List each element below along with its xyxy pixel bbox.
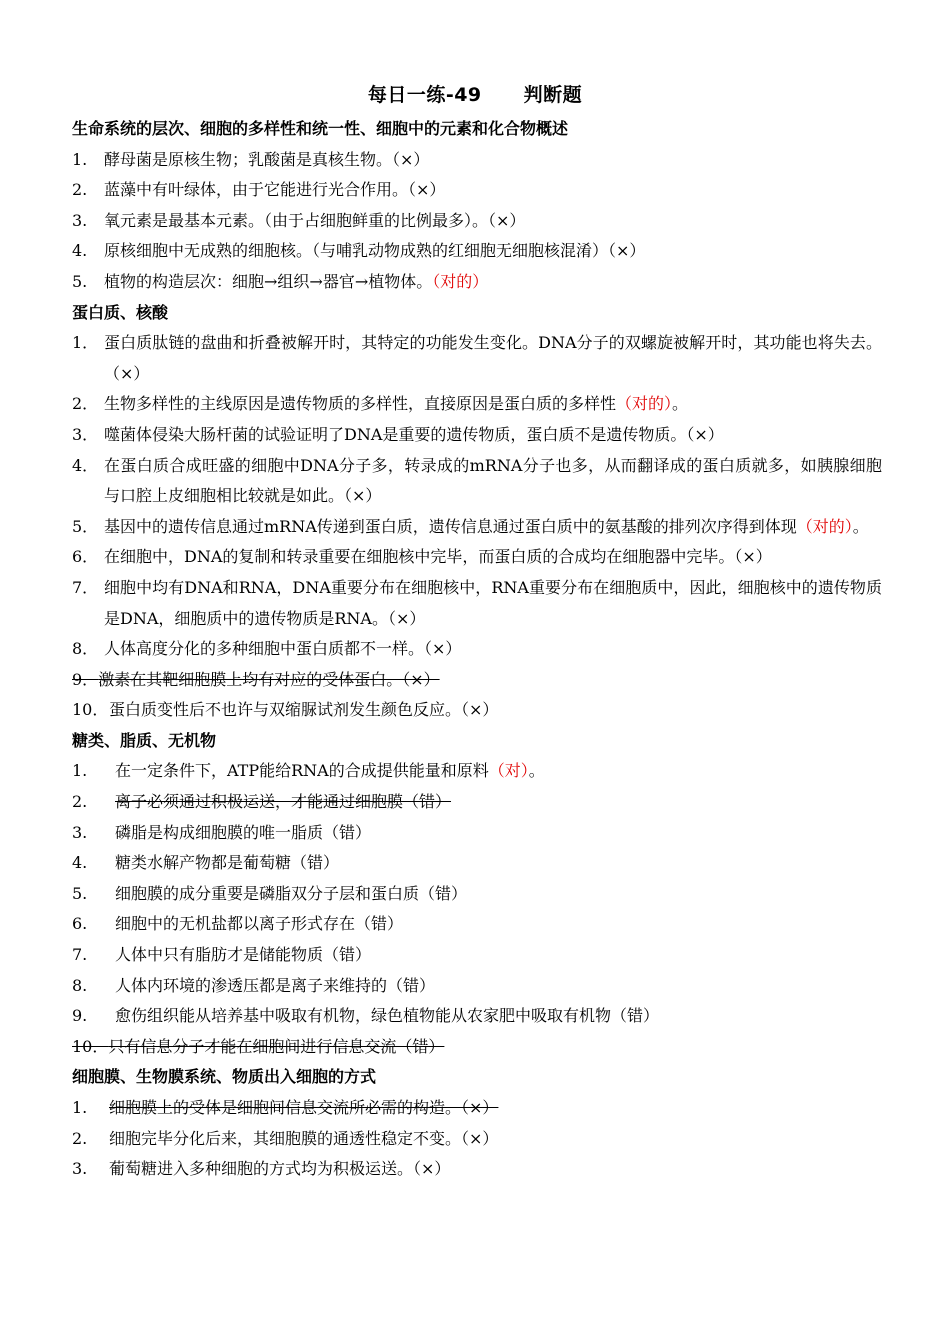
list-item xyxy=(72,879,882,910)
item-text: 人体内环境的渗透压都是离子来维持的（错） xyxy=(115,975,436,995)
item-number: 1. xyxy=(72,761,88,781)
list-item-struck xyxy=(72,665,882,696)
item-text: 细胞膜的成分重要是磷脂双分子层和蛋白质（错） xyxy=(115,883,468,903)
item-number: 10． xyxy=(72,700,109,720)
item-text: 人体高度分化的多种细胞中蛋白质都不一样。（×） xyxy=(104,639,462,659)
item-text: 氧元素是最基本元素。（由于占细胞鲜重的比例最多）。（×） xyxy=(104,210,526,230)
item-number: 7． xyxy=(72,577,99,597)
item-number: 1. xyxy=(72,149,88,169)
page-title xyxy=(0,80,950,107)
item-text: 只有信息分子才能在细胞间进行信息交流（错） xyxy=(108,1036,445,1056)
item-number: 1． xyxy=(72,333,99,353)
item-text: 细胞中均有DNA和RNA，DNA重要分布在细胞核中，RNA重要分布在细胞质中，因此，细胞核中的遗传物质是DNA，细胞质中的遗传物质是RNA。（×） xyxy=(104,577,882,628)
item-text: 葡萄糖进入多种细胞的方式均为积极运送。（×） xyxy=(109,1159,451,1179)
list-item xyxy=(72,848,882,879)
list-item xyxy=(72,940,882,971)
list-item xyxy=(72,695,882,726)
item-number: 5． xyxy=(72,516,99,536)
item-text: 离子必须通过积极运送，才能通过细胞膜（错） xyxy=(115,792,452,812)
item-number: 4． xyxy=(72,455,99,475)
list-item xyxy=(72,206,882,237)
item-text: 基因中的遗传信息通过mRNA传递到蛋白质，遗传信息通过蛋白质中的氨基酸的排列次序得到体现 xyxy=(104,516,797,536)
item-text: 在一定条件下，ATP能给RNA的合成提供能量和原料 xyxy=(115,761,489,781)
item-text-wrap xyxy=(104,389,882,420)
item-number: 2. xyxy=(72,1128,88,1148)
item-number: 9． xyxy=(72,669,99,689)
list-item xyxy=(72,175,882,206)
item-text: 细胞中的无机盐都以离子形式存在（错） xyxy=(115,914,404,934)
list-item-struck xyxy=(72,787,882,818)
list-item-struck xyxy=(72,1032,882,1063)
item-number: 2. xyxy=(72,180,88,200)
struck-line xyxy=(72,787,451,818)
item-text: 噬菌体侵染大肠杆菌的试验证明了DNA是重要的遗传物质，蛋白质不是遗传物质。（×） xyxy=(104,424,724,444)
item-number: 4. xyxy=(72,241,88,261)
item-number: 3． xyxy=(72,424,99,444)
item-number: 7. xyxy=(72,945,88,965)
item-text-wrap xyxy=(115,756,882,787)
item-text: 在细胞中，DNA的复制和转录重要在细胞核中完毕，而蛋白质的合成均在细胞器中完毕。（×） xyxy=(104,547,772,567)
correct-mark: （对的） xyxy=(796,516,853,536)
list-item xyxy=(72,389,882,420)
item-text: 细胞完毕分化后来，其细胞膜的通透性稳定不变。（×） xyxy=(109,1128,499,1148)
struck-line xyxy=(72,1093,498,1124)
item-number: 10． xyxy=(72,1036,109,1056)
item-number: 8． xyxy=(72,639,99,659)
item-text-tail: 。 xyxy=(672,394,689,414)
item-number: 3. xyxy=(72,210,88,230)
section-heading: 蛋白质、核酸 xyxy=(72,302,169,322)
list-item xyxy=(72,909,882,940)
item-text: 在蛋白质合成旺盛的细胞中DNA分子多，转录成的mRNA分子也多，从而翻译成的蛋白质就多，如胰腺细胞与口腔上皮细胞相比较就是如此。（×） xyxy=(104,455,882,506)
list-item xyxy=(72,1001,882,1032)
item-text: 原核细胞中无成熟的细胞核。（与哺乳动物成熟的红细胞无细胞核混淆）（×） xyxy=(104,241,646,261)
list-item xyxy=(72,542,882,573)
item-number: 1. xyxy=(72,1098,88,1117)
list-item xyxy=(72,451,882,512)
section-heading: 细胞膜、生物膜系统、物质出入细胞的方式 xyxy=(72,1067,377,1087)
list-item xyxy=(72,634,882,665)
item-number: 9. xyxy=(72,1006,88,1026)
list-item xyxy=(72,573,882,634)
item-text-tail: 。 xyxy=(852,516,869,536)
item-text: 蛋白质肽链的盘曲和折叠被解开时，其特定的功能发生变化。DNA分子的双螺旋被解开时，其功能也将失去。（×） xyxy=(104,333,882,383)
correct-mark: （对的） xyxy=(432,271,489,291)
item-text: 蛋白质变性后不也许与双缩脲试剂发生颜色反应。（×） xyxy=(109,700,499,720)
document-body xyxy=(72,114,882,1185)
item-number: 8. xyxy=(72,975,88,995)
correct-mark: （对的） xyxy=(616,394,673,414)
struck-line xyxy=(72,1032,444,1063)
item-text: 生物多样性的主线原因是遗传物质的多样性，直接原因是蛋白质的多样性 xyxy=(104,394,617,414)
item-text: 植物的构造层次：细胞→组织→器官→植物体。 xyxy=(104,271,433,291)
list-item-struck xyxy=(72,1093,882,1124)
section-heading: 生命系统的层次、细胞的多样性和统一性、细胞中的元素和化合物概述 xyxy=(72,119,569,138)
item-text-tail: 。 xyxy=(528,761,545,781)
item-text-wrap xyxy=(104,512,882,543)
list-item xyxy=(72,818,882,849)
item-number: 3. xyxy=(72,822,88,842)
title-sub: 判断题 xyxy=(523,84,583,106)
item-text: 愈伤组织能从培养基中吸取有机物，绿色植物能从农家肥中吸取有机物（错） xyxy=(115,1006,660,1026)
item-number: 2. xyxy=(72,792,88,812)
item-number: 2． xyxy=(72,394,99,414)
list-item xyxy=(72,420,882,451)
item-number: 4. xyxy=(72,853,88,873)
item-text: 糖类水解产物都是葡萄糖（错） xyxy=(115,853,340,873)
item-text: 蓝藻中有叶绿体，由于它能进行光合作用。（×） xyxy=(104,180,446,200)
item-text: 磷脂是构成细胞膜的唯一脂质（错） xyxy=(115,822,372,842)
list-item xyxy=(72,971,882,1002)
item-number: 5. xyxy=(72,271,88,291)
section-heading: 糖类、脂质、无机物 xyxy=(72,730,217,750)
item-text: 激素在其靶细胞膜上均有对应的受体蛋白。（×） xyxy=(98,669,440,689)
struck-line xyxy=(72,665,440,696)
item-number: 3. xyxy=(72,1159,88,1179)
item-number: 6． xyxy=(72,547,99,567)
list-item xyxy=(72,1124,882,1155)
item-number: 6. xyxy=(72,914,88,934)
list-item xyxy=(72,328,882,389)
list-item xyxy=(72,512,882,543)
item-number: 5. xyxy=(72,883,88,903)
list-item xyxy=(72,145,882,176)
list-item xyxy=(72,756,882,787)
item-text: 细胞膜上的受体是细胞间信息交流所必需的构造。（×） xyxy=(109,1098,499,1117)
title-main: 每日一练-49 xyxy=(367,84,482,106)
item-text-wrap xyxy=(104,267,882,298)
list-item xyxy=(72,1154,882,1185)
correct-mark: （对） xyxy=(488,761,529,781)
list-item xyxy=(72,236,882,267)
item-text: 酵母菌是原核生物；乳酸菌是真核生物。（×） xyxy=(104,149,430,169)
item-text: 人体中只有脂肪才是储能物质（错） xyxy=(115,945,372,965)
list-item xyxy=(72,267,882,298)
